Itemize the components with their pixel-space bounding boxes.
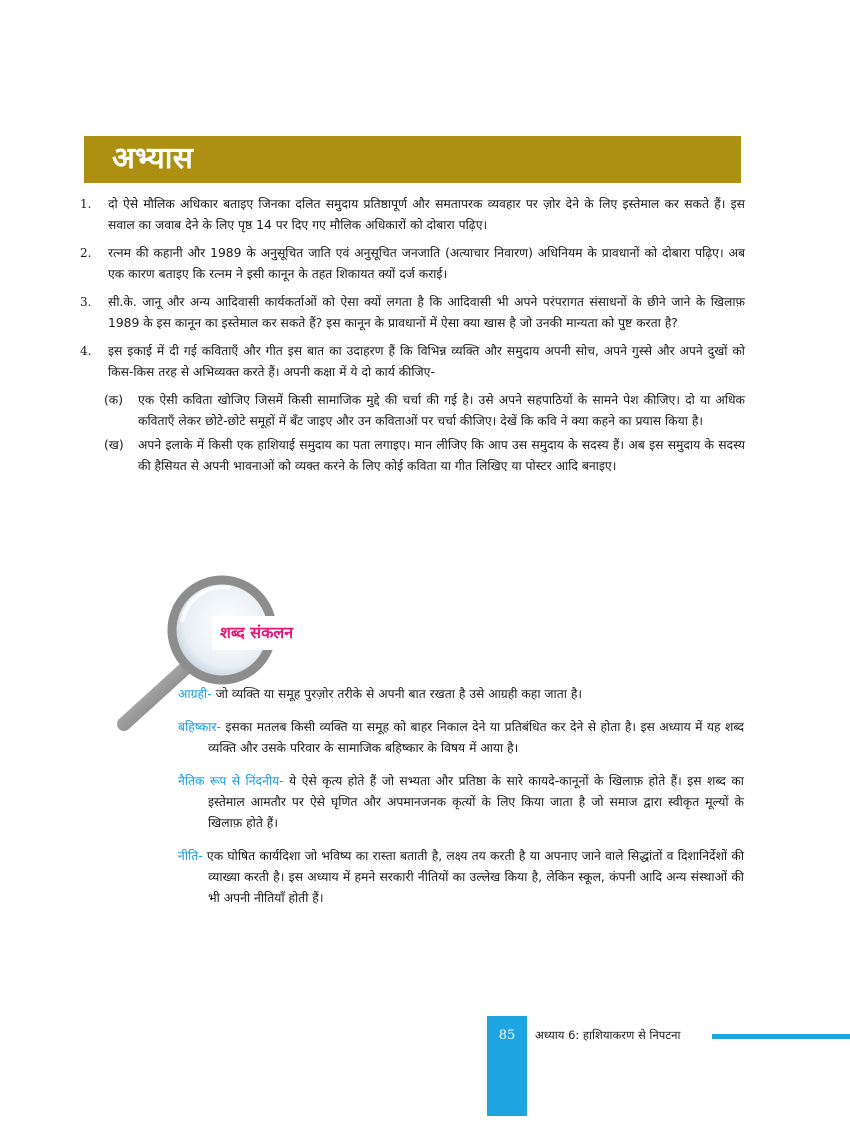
exercise-item — [80, 341, 745, 383]
subexercise-label: (ख) — [104, 438, 124, 452]
glossary-entry — [178, 717, 744, 759]
glossary-entry — [178, 771, 744, 834]
exercise-text: दो ऐसे मौलिक अधिकार बताइए जिनका दलित समुदाय प्रतिष्ठापूर्ण और समतापरक व्यवहार पर ज़ोर देने के लिए इस्तेमाल कर सकते हैं। इस सवाल का जवाब देने के लिए पृष्ठ 14 पर दिए गए मौलिक अधिकारों को दोबारा पढ़िए। — [108, 197, 745, 232]
exercise-item — [80, 292, 745, 334]
exercise-number: 1. — [80, 197, 92, 211]
exercise-number: 2. — [80, 246, 92, 260]
glossary-term: नैतिक रूप से निंदनीय- — [178, 774, 284, 788]
page-number-box — [487, 1016, 527, 1116]
glossary-term: नीति- — [178, 849, 203, 863]
exercise-text: इस इकाई में दी गई कविताएँ और गीत इस बात का उदाहरण हैं कि विभिन्न व्यक्ति और समुदाय अपनी सोच, अपने गुस्से और अपने दुखों को किस-किस तरह से अभिव्यक्त करते हैं। अपनी कक्षा में ये दो कार्य कीजिए- — [108, 344, 745, 379]
exercise-item — [80, 243, 745, 285]
glossary-entry — [178, 684, 744, 705]
subexercise-text: अपने इलाके में किसी एक हाशियाई समुदाय का पता लगाइए। मान लीजिए कि आप उस समुदाय के सदस्य हैं। अब इस समुदाय के सदस्य की हैसियत से अपनी भावनाओं को व्यक्त करने के लिए कोई कविता या गीत लिखिए या पोस्टर आदि बनाइए। — [138, 438, 745, 473]
section-title: अभ्यास — [112, 141, 193, 176]
section-banner — [84, 136, 741, 183]
glossary-title: शब्द संकलन — [212, 616, 340, 650]
subexercise-label: (क) — [104, 393, 124, 407]
exercise-number: 3. — [80, 295, 92, 309]
glossary-definition: इसका मतलब किसी व्यक्ति या समूह को बाहर निकाल देने या प्रतिबंधित कर देने से होता है। इस अध्याय में यह शब्द व्यक्ति और उसके परिवार के सामाजिक बहिष्कार के विषय में आया है। — [208, 720, 744, 755]
exercise-text: रत्नम की कहानी और 1989 के अनुसूचित जाति एवं अनुसूचित जनजाति (अत्याचार निवारण) अधिनियम के प्रावधानों को दोबारा पढ़िए। अब एक कारण बताइए कि रत्नम ने इसी कानून के तहत शिकायत क्यों दर्ज कराई। — [108, 246, 745, 281]
subexercise-text: एक ऐसी कविता खोजिए जिसमें किसी सामाजिक मुद्दे की चर्चा की गई है। उसे अपने सहपाठियों के सामने पेश कीजिए। दो या अधिक कविताएँ लेकर छोटे-छोटे समूहों में बँट जाइए और उन कविताओं पर चर्चा कीजिए। देखें कि कवि ने क्या कहने का प्रयास किया है। — [138, 393, 745, 428]
subexercise-item — [80, 435, 745, 477]
subexercise-item — [80, 390, 745, 432]
exercise-item — [80, 194, 745, 236]
glossary-definition: ये ऐसे कृत्य होते हैं जो सभ्यता और प्रतिष्ठा के सारे कायदे-कानूनों के खिलाफ़ होते हैं। इस शब्द का इस्तेमाल आमतौर पर ऐसे घृणित और अपमानजनक कृत्यों के लिए किया जाता है जो समाज द्वारा स्वीकृत मूल्यों के खिलाफ़ होते हैं। — [208, 774, 744, 830]
footer-rule — [712, 1034, 850, 1039]
page-number: 85 — [498, 1028, 516, 1043]
glossary-term: बहिष्कार- — [178, 720, 221, 734]
glossary-definition: एक घोषित कार्यदिशा जो भविष्य का रास्ता बताती है, लक्ष्य तय करती है या अपनाए जाने वाले सिद्धांतों व दिशानिर्देशों की व्याख्या करती है। इस अध्याय में हमने सरकारी नीतियों का उल्लेख किया है, लेकिन स्कूल, कंपनी आदि अन्य संस्थाओं की भी अपनी नीतियाँ होती हैं। — [202, 849, 744, 905]
exercise-list — [80, 194, 745, 477]
chapter-title: अध्याय 6: हाशियाकरण से निपटना — [535, 1028, 681, 1042]
exercise-text: सी.के. जानू और अन्य आदिवासी कार्यकर्ताओं को ऐसा क्यों लगता है कि आदिवासी भी अपने परंपरागत संसाधनों के छीने जाने के खिलाफ़ 1989 के इस कानून का इस्तेमाल कर सकते हैं? इस कानून के प्रावधानों में ऐसा क्या खास है जो उनकी मान्यता को पुष्ट करता है? — [108, 295, 745, 330]
exercise-number: 4. — [80, 344, 92, 358]
glossary-list — [178, 684, 744, 921]
glossary-entry — [178, 846, 744, 909]
glossary-term: आग्रही- — [178, 687, 212, 701]
glossary-definition: जो व्यक्ति या समूह पुरज़ोर तरीके से अपनी बात रखता है उसे आग्रही कहा जाता है। — [211, 687, 583, 701]
